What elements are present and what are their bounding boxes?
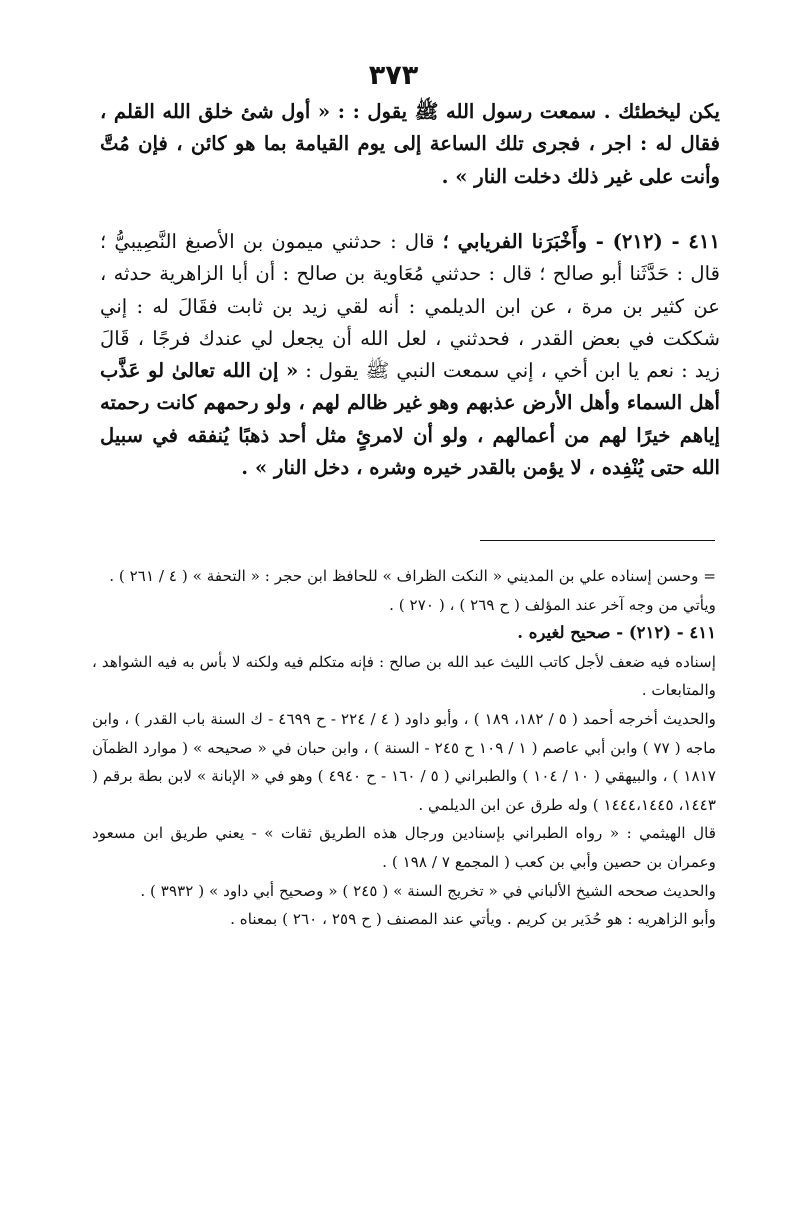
footnote-continuation: = وحسن إسناده علي بن المديني « النكت الظراف » للحافظ ابن حجر : « التحفة » ( ٤ / ٢٦١ ) .	[109, 567, 716, 585]
footnote-abu-zahiriya: وأبو الزاهريه : هو حُدَير بن كريم . ويأتي عند المصنف ( ح ٢٥٩ ، ٢٦٠ ) بمعناه .	[230, 910, 716, 929]
footnote-isnad-grading: إسناده فيه ضعف لأجل كاتب الليث عبد الله بن صالح : فإنه متكلم فيه ولكنه لا بأس به فيه الشواهد ، والمتابعات .	[92, 652, 716, 700]
para1-hadith-text: « أول شئ خلق الله القلم ، فقال له : اجر ، فجرى تلك الساعة إلى يوم القيامة بما هو كائن ، فإن مُتَّ وأنت على غير ذلك دخلت النار » .	[100, 100, 720, 188]
footnote-haythami: قال الهيثمي : « رواه الطبراني بإسنادين ورجال هذه الطريق ثقات » - يعني طريق ابن مسعود وعمران بن حصين وأبي بن كعب ( المجمع ٧ / ١٩٨ ) .	[92, 824, 716, 871]
footnotes	[92, 562, 716, 934]
footnote-411-heading: ٤١١ - (٢١٢) - صحيح لغيره .	[517, 623, 716, 643]
hadith-411-heading: ٤١١ - (٢١٢) - وأَخْبَرَنا الفريابي ؛	[442, 230, 720, 253]
footnote-takhrij: والحديث أخرجه أحمد ( ٥ / ١٨٢، ١٨٩ ) ، وأبو داود ( ٤ / ٢٢٤ - ح ٤٦٩٩ - ك السنة باب القدر ) ، وابن ماجه ( ٧٧ ) وابن أبي عاصم ( ١ / ١٠٩ ح ٢٤٥ - السنة ) ، وابن حبان في « صحيحه » ( موارد الظمآن ١٨١٧ ) ، والبيهقي ( ١٠ / ١٠٤ ) والطبراني ( ٥ / ١٦٠ - ح ٤٩٤٠ ) وهو في « الإبانة » لابن بطة برقم ( ١٤٤٣، ١٤٤٤،١٤٤٥ ) وله طرق عن ابن الديلمي .	[92, 709, 717, 814]
hadith-411-text: « إن الله تعالىٰ لو عَذَّب أهل السماء وأهل الأرض عذبهم وهو غير ظالم لهم ، ولو رحمهم كانت رحمته إياهم خيرًا لهم من أعمالهم ، ولو أن لامرئٍ مثل أحد ذهبًا يُنفقه في سبيل الله حتى يُنْفِده ، لا يؤمن بالقدر خيره وشره ، دخل النار » .	[100, 359, 720, 480]
para1-intro: يكن ليخطئك . سمعت رسول الله ﷺ يقول : :	[330, 100, 720, 123]
footnote-divider	[480, 540, 715, 541]
hadith-411	[100, 226, 720, 484]
footnote-cross-reference: ويأتي من وجه آخر عند المؤلف ( ح ٢٦٩ ) ، ( ٢٧٠ ) .	[389, 595, 716, 614]
hadith-411-narration: قال : حدثني ميمون بن الأصبغ النَّصِيبيُّ ؛ قال : حَدَّثَنا أبو صالح ؛ قال : حدثني مُعَاوية بن صالح : أن أبا الزاهرية حدثه ، عن كثير بن مرة ، عن ابن الديلمي : أنه لقي زيد بن ثابت فقَالَ له : إني شككت في بعض القدر ، فحدثني ، لعل الله أن يجعل لي عندك فرجًا ، قَالَ زيد : نعم يا ابن أخي ، إني سمعت النبي ﷺ يقول :	[100, 230, 720, 383]
page-number: ٣٧٣	[368, 60, 419, 91]
paragraph-2	[100, 226, 720, 484]
hadith-409-continuation	[100, 96, 720, 193]
footnote-albani: والحديث صححه الشيخ الألباني في « تخريج السنة » ( ٢٤٥ ) « وصحيح أبي داود » ( ٣٩٣٢ ) .	[140, 881, 716, 900]
paragraph-1	[100, 96, 720, 193]
